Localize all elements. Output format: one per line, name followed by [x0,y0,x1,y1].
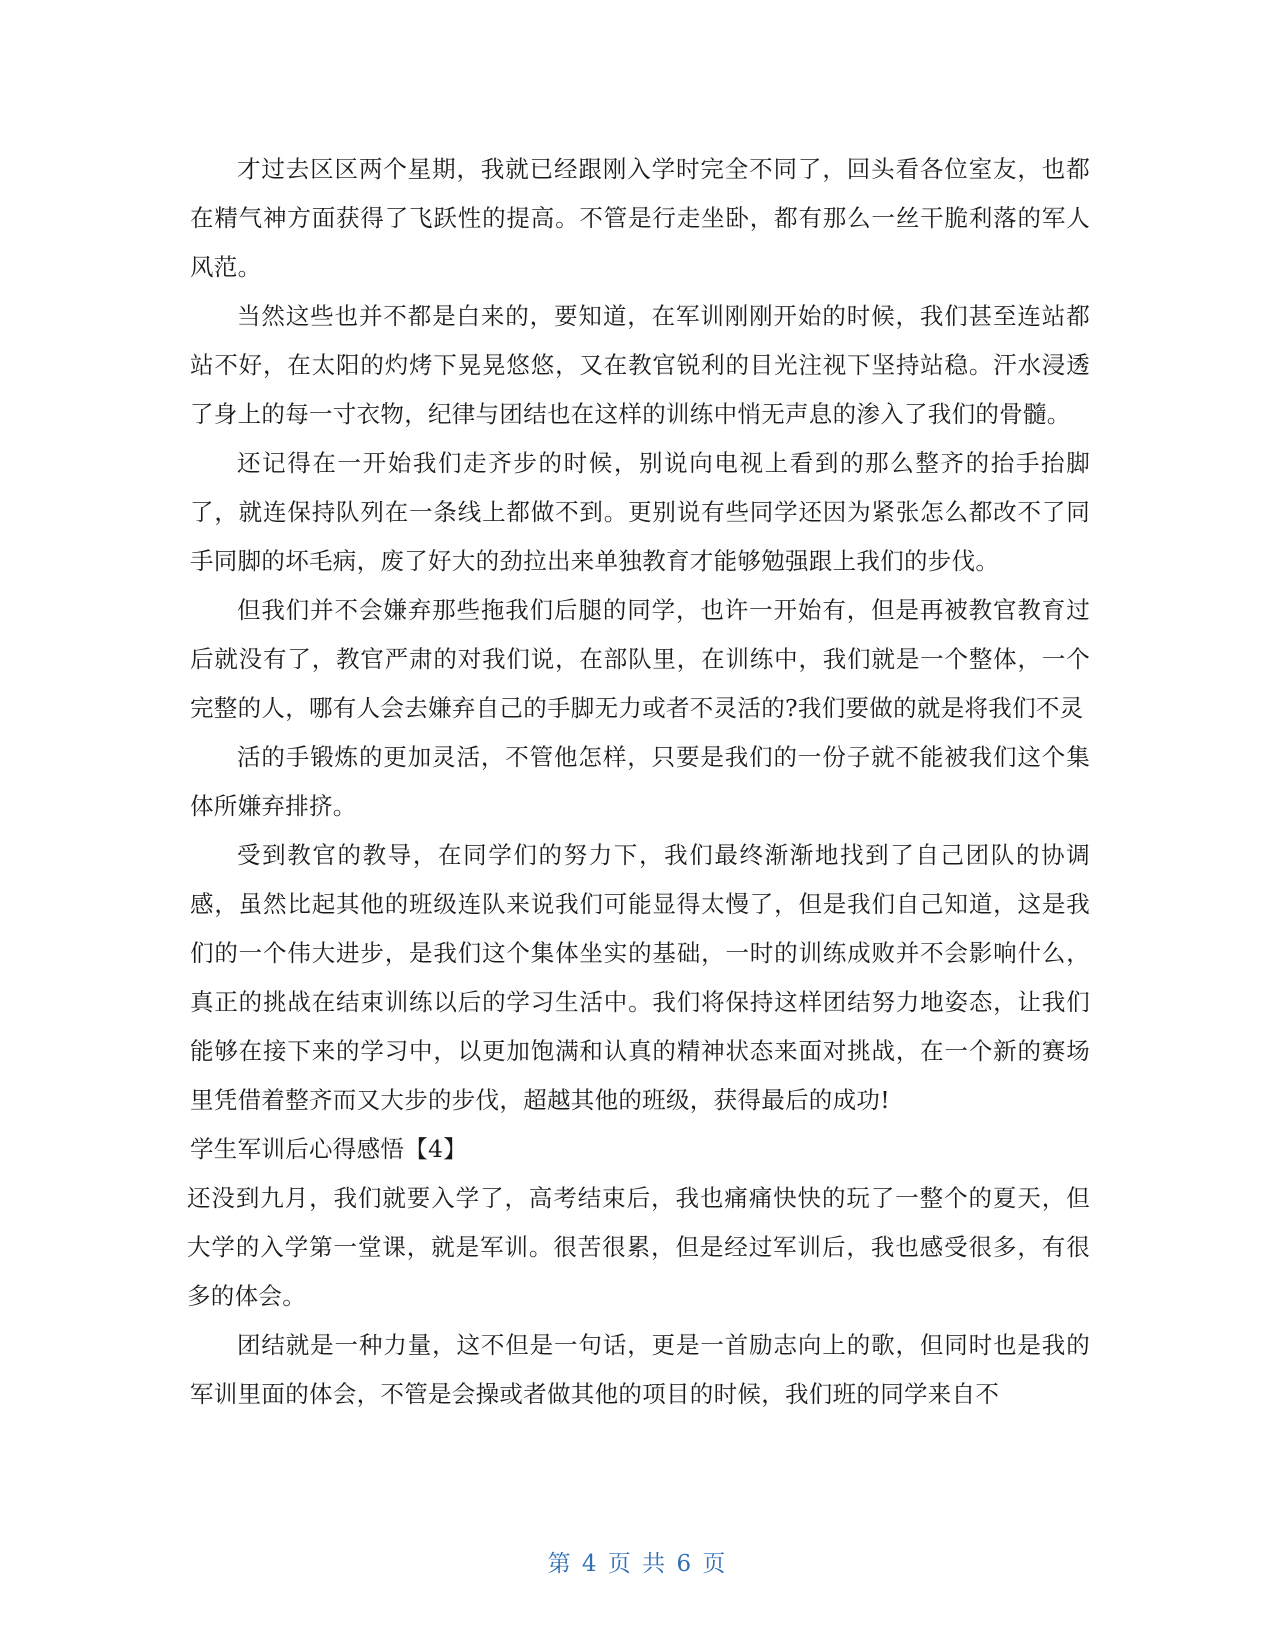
page-footer [0,1545,1275,1578]
paragraph: 还没到九月，我们就要入学了，高考结束后，我也痛痛快快的玩了一整个的夏天，但大学的入学第一堂课，就是军训。很苦很累，但是经过军训后，我也感受很多，有很多的体会。 [187,1184,1090,1310]
document-body [187,145,1090,1419]
paragraph: 活的手锻炼的更加灵活，不管他怎样，只要是我们的一份子就不能被我们这个集体所嫌弃排挤。 [190,743,1090,820]
paragraph: 受到教官的教导，在同学们的努力下，我们最终渐渐地找到了自己团队的协调感，虽然比起其他的班级连队来说我们可能显得太慢了，但是我们自己知道，这是我们的一个伟大进步，是我们这个集体坐实的基础，一时的训练成败并不会影响什么，真正的挑战在结束训练以后的学习生活中。我们将保持这样团结努力地姿态，让我们能够在接下来的学习中，以更加饱满和认真的精神状态来面对挑战，在一个新的赛场里凭借着整齐而又大步的步伐，超越其他的班级，获得最后的成功! [190,841,1090,1114]
paragraph: 团结就是一种力量，这不但是一句话，更是一首励志向上的歌，但同时也是我的军训里面的体会，不管是会操或者做其他的项目的时候，我们班的同学来自不 [190,1331,1090,1408]
paragraph: 还记得在一开始我们走齐步的时候，别说向电视上看到的那么整齐的抬手抬脚了，就连保持队列在一条线上都做不到。更别说有些同学还因为紧张怎么都改不了同手同脚的坏毛病，废了好大的劲拉出来单独教育才能够勉强跟上我们的步伐。 [190,449,1090,575]
paragraph: 但我们并不会嫌弃那些拖我们后腿的同学，也许一开始有，但是再被教官教育过后就没有了，教官严肃的对我们说，在部队里，在训练中，我们就是一个整体，一个完整的人，哪有人会去嫌弃自己的手脚无力或者不灵活的?我们要做的就是将我们不灵 [190,596,1090,722]
section-heading: 学生军训后心得感悟【4】 [190,1135,468,1163]
page-number-label: 第 4 页 共 6 页 [547,1551,728,1577]
paragraph: 当然这些也并不都是白来的，要知道，在军训刚刚开始的时候，我们甚至连站都站不好，在太阳的灼烤下晃晃悠悠，又在教官锐利的目光注视下坚持站稳。汗水浸透了身上的每一寸衣物，纪律与团结也在这样的训练中悄无声息的渗入了我们的骨髓。 [190,302,1090,428]
paragraph: 才过去区区两个星期，我就已经跟刚入学时完全不同了，回头看各位室友，也都在精气神方面获得了飞跃性的提高。不管是行走坐卧，都有那么一丝干脆利落的军人风范。 [190,155,1090,281]
